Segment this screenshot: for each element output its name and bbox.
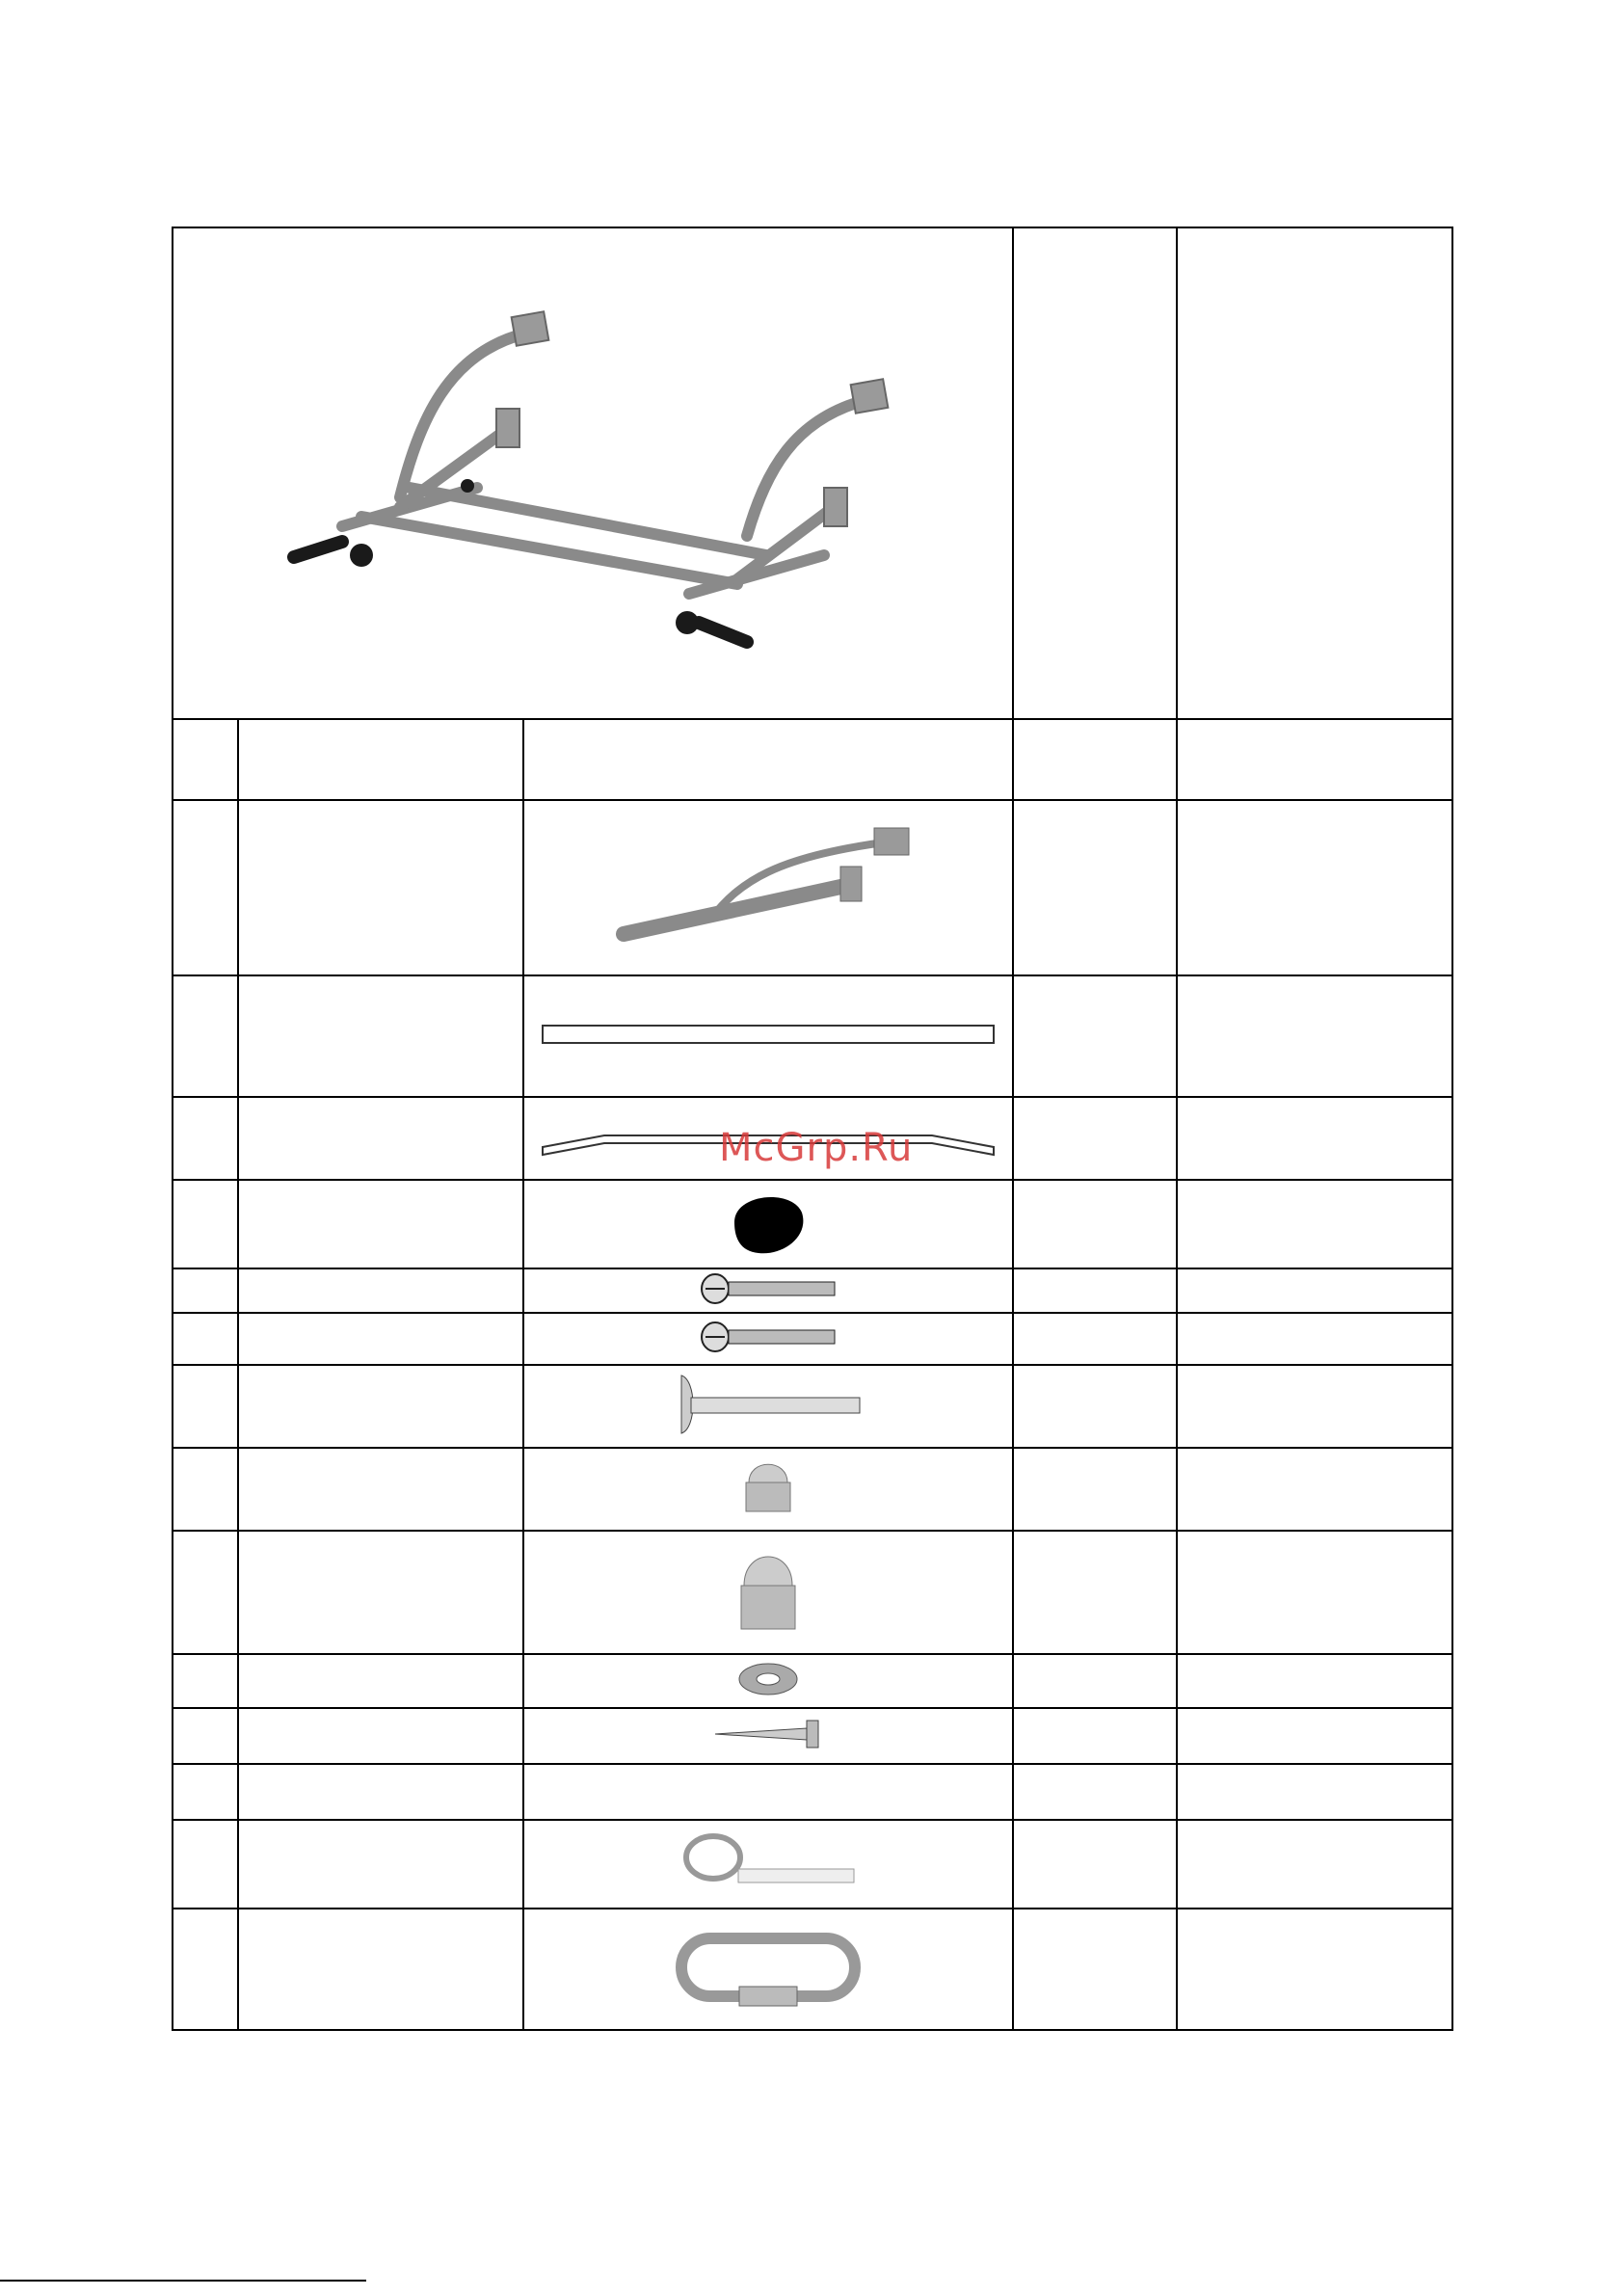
part-image-cell xyxy=(523,1313,1013,1365)
table-row xyxy=(173,975,1452,1097)
part-image-cell xyxy=(523,1909,1013,2030)
straight-tube-icon xyxy=(537,1020,999,1049)
part-image-cell xyxy=(523,1820,1013,1909)
header-qty-cell xyxy=(1013,719,1177,800)
table-row xyxy=(173,1708,1452,1764)
eye-bolt-icon xyxy=(677,1829,860,1896)
table-row xyxy=(173,1820,1452,1909)
assembled-product-cell xyxy=(173,227,1013,719)
table-row xyxy=(173,1448,1452,1531)
table-row xyxy=(173,1180,1452,1268)
table-row xyxy=(173,1764,1452,1820)
cap-nut-large-icon xyxy=(730,1542,807,1639)
cap-nut-icon xyxy=(734,1454,802,1521)
pull-up-bar-assembly-icon xyxy=(284,247,901,700)
part-image-cell xyxy=(523,800,1013,975)
table-row xyxy=(173,1365,1452,1448)
part-image-cell xyxy=(523,1365,1013,1448)
part-image-cell xyxy=(523,1268,1013,1313)
hero-row xyxy=(173,227,1452,719)
header-image-cell xyxy=(523,719,1013,800)
part-image-cell xyxy=(523,1448,1013,1531)
rubber-cap-icon xyxy=(725,1184,812,1261)
table-row xyxy=(173,800,1452,975)
hero-qty-cell xyxy=(1013,227,1177,719)
header-name-cell xyxy=(238,719,523,800)
watermark: McGrp.Ru xyxy=(719,1126,914,1170)
header-number-cell xyxy=(173,719,238,800)
header-row xyxy=(173,719,1452,800)
part-image-cell xyxy=(523,975,1013,1097)
header-note-cell xyxy=(1177,719,1452,800)
washer-icon xyxy=(734,1660,802,1698)
table-row xyxy=(173,1909,1452,2030)
part-image-cell xyxy=(523,1708,1013,1764)
part-image-cell xyxy=(523,1180,1013,1268)
machine-screw-icon xyxy=(696,1271,840,1306)
part-image-cell xyxy=(523,1654,1013,1708)
carriage-bolt-icon xyxy=(672,1371,865,1438)
table-row xyxy=(173,1531,1452,1654)
table-row xyxy=(173,1313,1452,1365)
part-image-cell xyxy=(523,1531,1013,1654)
table-row xyxy=(173,1268,1452,1313)
quick-link-icon xyxy=(672,1919,865,2016)
hero-note-cell xyxy=(1177,227,1452,719)
footer-line xyxy=(0,2280,366,2282)
wood-screw-icon xyxy=(710,1713,826,1755)
part-image-cell xyxy=(523,1764,1013,1820)
machine-screw-icon xyxy=(696,1320,840,1354)
wall-bracket-arm-icon xyxy=(604,814,932,958)
table-row xyxy=(173,1654,1452,1708)
